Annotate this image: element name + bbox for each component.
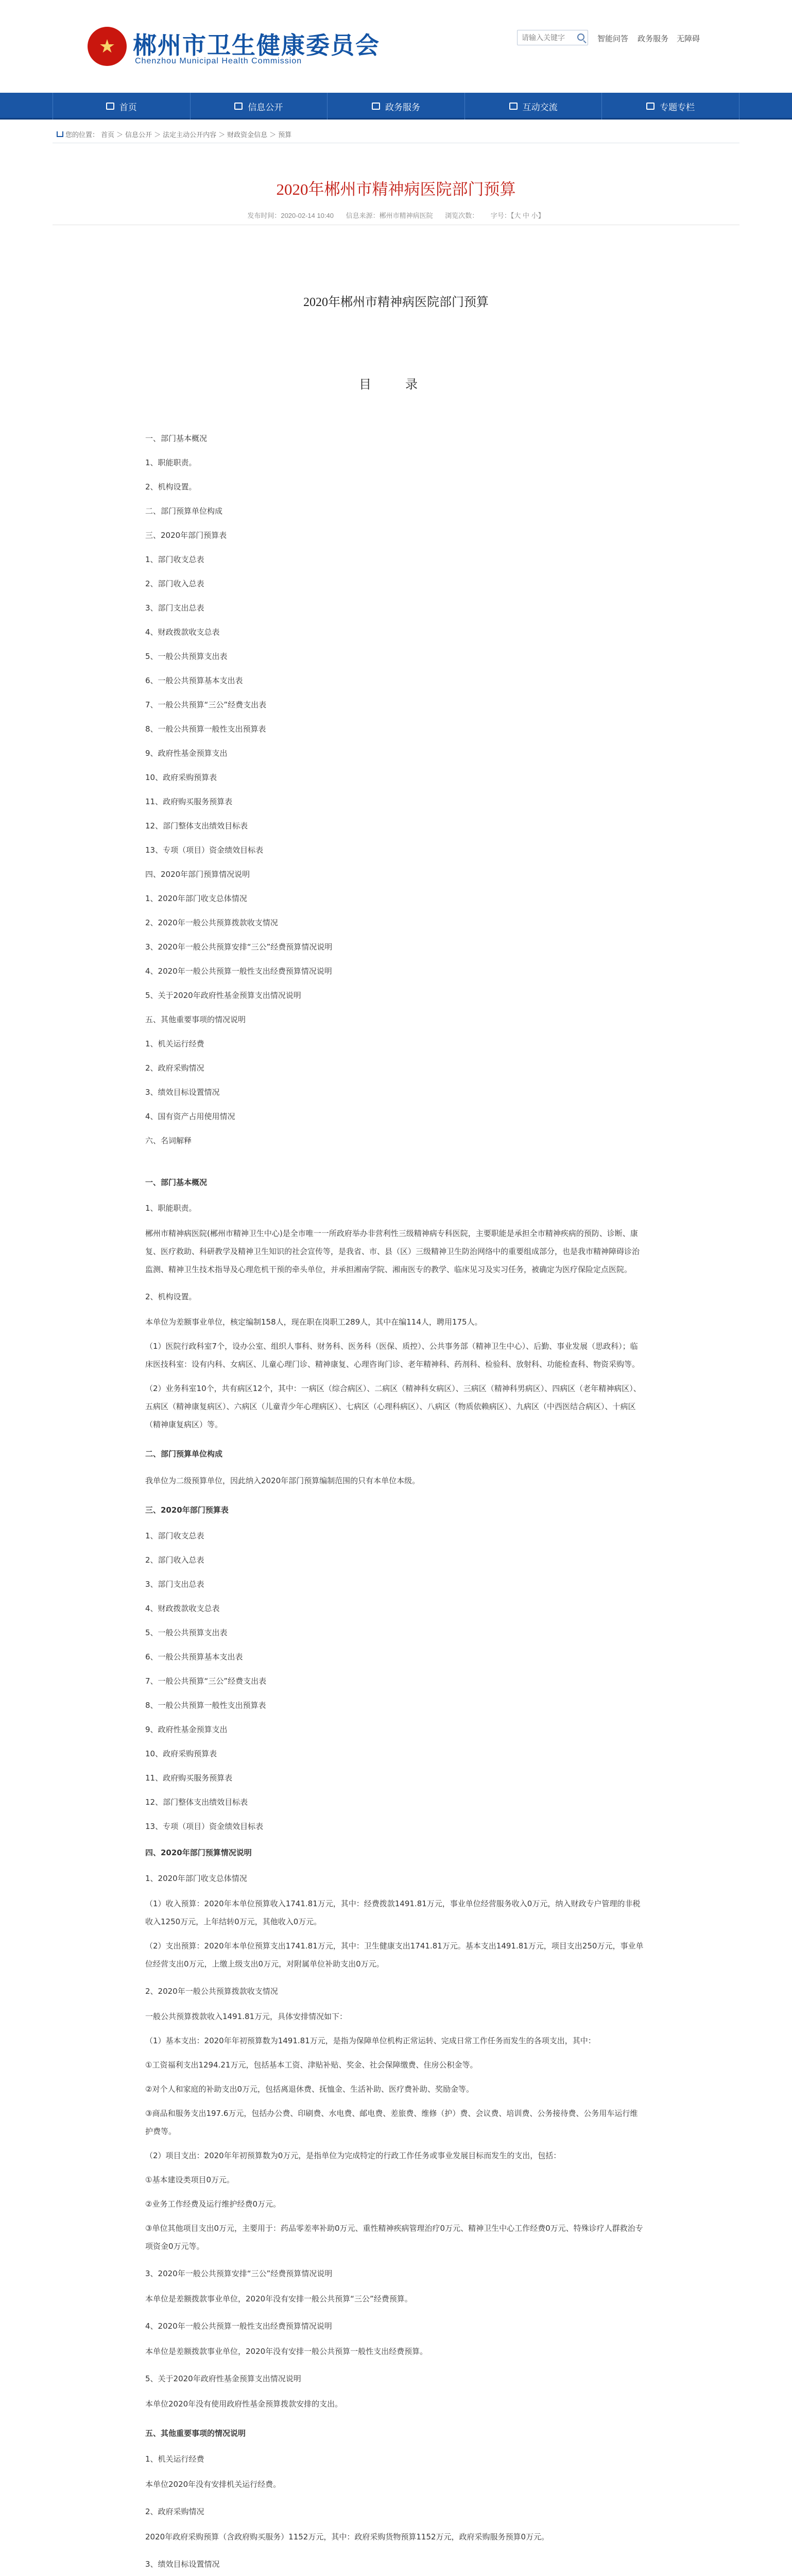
toc-item: 三、2020年部门预算表 xyxy=(145,531,227,540)
nav-item-interact[interactable] xyxy=(465,93,602,120)
nav-label: 信息公开 xyxy=(248,102,283,112)
toc-item: 10、政府采购预算表 xyxy=(145,773,217,782)
paragraph: 2020年政府采购预算（含政府购买服务）1152万元，其中：政府采购货物预算1152万元，政府采购服务预算0万元。 xyxy=(145,2532,549,2541)
home-icon xyxy=(57,131,63,137)
subsection-heading: 1、2020年部门收支总体情况 xyxy=(145,1874,247,1883)
breadcrumb-finance[interactable]: 财政资金信息 xyxy=(227,131,268,139)
paragraph: 郴州市精神病医院(郴州市精神卫生中心)是全市唯一一所政府举办非营利性三级精神病专科医院，主要职能是承担全市精神疾病的预防、诊断、康复、医疗救助、科研教学及精神卫生知识的社会宣传等，是我省、市、县（区）三级精神卫生防治网络中的重要组成部分，也是我市精神障碍诊治监测、精神卫生技术指导及心理危机干预的牵头单位，并承担湘南学院、湘南医专的教学、临床见习及实习任务，被确定为医疗保险定点医院。 xyxy=(145,1229,640,1274)
toc-item: 7、一般公共预算“三公”经费支出表 xyxy=(145,700,267,709)
topic-icon xyxy=(646,103,655,110)
subsection-heading: 12、部门整体支出绩效目标表 xyxy=(145,1798,248,1807)
nav-label: 专题专栏 xyxy=(660,102,695,112)
subsection-heading: 2、机构设置。 xyxy=(145,1292,197,1301)
subsection-heading: 1、职能职责。 xyxy=(145,1204,197,1213)
toc-item: 3、部门支出总表 xyxy=(145,603,204,613)
nav-label: 首页 xyxy=(119,102,137,112)
paragraph: 本单位是差额拨款事业单位，2020年没有安排一般公共预算“三公”经费预算。 xyxy=(145,2294,412,2303)
paragraph: 本单位2020年没有安排机关运行经费。 xyxy=(145,2480,281,2489)
article-body xyxy=(145,427,645,2576)
top-link-qa[interactable]: 智能问答 xyxy=(597,35,629,43)
paragraph: 我单位为二级预算单位，因此纳入2020年部门预算编制范围的只有本单位本级。 xyxy=(145,1476,420,1485)
subsection-heading: 7、一般公共预算“三公”经费支出表 xyxy=(145,1676,267,1686)
section-heading: 二、部门预算单位构成 xyxy=(145,1449,223,1459)
site-name[interactable]: 郴州市卫生健康委员会 xyxy=(133,32,380,59)
paragraph: 本单位是差额拨款事业单位，2020年没有安排一般公共预算一般性支出经费预算。 xyxy=(145,2347,428,2356)
toc-item: 六、名词解释 xyxy=(145,1136,192,1145)
paragraph: （1）收入预算：2020年本单位预算收入1741.81万元，其中：经费拨款1491.81万元，事业单位经营服务收入0万元，纳入财政专户管理的非税收入1250万元，上年结转0万元，其他收入0万元。 xyxy=(145,1899,641,1926)
subsection-heading: 8、一般公共预算一般性支出预算表 xyxy=(145,1701,266,1710)
section-heading: 五、其他重要事项的情况说明 xyxy=(145,2429,246,2438)
home-icon xyxy=(106,103,114,110)
section-heading: 一、部门基本概况 xyxy=(145,1178,208,1187)
toc-item: 一、部门基本概况 xyxy=(145,434,208,443)
search-input[interactable] xyxy=(522,33,578,42)
breadcrumb xyxy=(53,126,739,143)
toc-item: 2、2020年一般公共预算拨款收支情况 xyxy=(145,918,278,927)
search-box[interactable] xyxy=(517,30,588,45)
subsection-heading: 11、政府购买服务预算表 xyxy=(145,1773,233,1783)
toc-item: 五、其他重要事项的情况说明 xyxy=(145,1015,246,1024)
subsection-heading: 5、关于2020年政府性基金预算支出情况说明 xyxy=(145,2374,301,2383)
search-icon[interactable] xyxy=(577,33,584,41)
emblem-logo[interactable] xyxy=(88,27,127,66)
paragraph: （1）基本支出：2020年年初预算数为1491.81万元，是指为保障单位机构正常运转、完成日常工作任务而发生的各项支出，其中： xyxy=(145,2036,596,2045)
subsection-heading: 5、一般公共预算支出表 xyxy=(145,1628,228,1637)
toc-item: 2、机构设置。 xyxy=(145,482,197,492)
toc-item: 8、一般公共预算一般性支出预算表 xyxy=(145,724,266,734)
breadcrumb-sep: ＞ xyxy=(218,131,226,139)
breadcrumb-budget[interactable]: 预算 xyxy=(278,131,292,139)
spacer xyxy=(145,1153,645,1168)
section-heading: 三、2020年部门预算表 xyxy=(145,1505,229,1515)
toc-title: 目 录 xyxy=(359,378,433,392)
toc-item: 四、2020年部门预算情况说明 xyxy=(145,870,250,879)
breadcrumb-info[interactable]: 信息公开 xyxy=(125,131,152,139)
subsection-heading: 4、2020年一般公共预算一般性支出经费预算情况说明 xyxy=(145,2321,332,2331)
breadcrumb-sep: ＞ xyxy=(154,131,161,139)
breadcrumb-sep: ＞ xyxy=(269,131,277,139)
chat-icon xyxy=(509,103,518,110)
subsection-heading: 3、2020年一般公共预算安排“三公”经费预算情况说明 xyxy=(145,2269,333,2278)
site-header xyxy=(0,0,792,93)
paragraph: ②业务工作经费及运行维护经费0万元。 xyxy=(145,2199,281,2209)
subsection-heading: 4、财政拨款收支总表 xyxy=(145,1604,220,1613)
paragraph: 一般公共预算拨款收入1491.81万元，具体安排情况如下： xyxy=(145,2012,348,2021)
paragraph: （2）支出预算：2020年本单位预算支出1741.81万元，其中：卫生健康支出1741.81万元。基本支出1491.81万元，项目支出250万元，事业单位经营支出0万元，上缴上级支出0万元，对附属单位补助支出0万元。 xyxy=(145,1941,644,1969)
breadcrumb-sep: ＞ xyxy=(116,131,124,139)
document-title: 2020年郴州市精神病医院部门预算 xyxy=(303,296,489,309)
toc-item: 1、职能职责。 xyxy=(145,458,197,467)
toc-item: 9、政府性基金预算支出 xyxy=(145,749,228,758)
toc-item: 6、一般公共预算基本支出表 xyxy=(145,676,243,685)
paragraph: （2）业务科室10个，共有病区12个，其中：一病区（综合病区）、二病区（精神科女病区）、三病区（精神科男病区）、四病区（老年精神病区）、五病区（精神康复病区）、六病区（儿童青少年心理病区）、七病区（心理科病区）、八病区（物质依赖病区）、九病区（中西医结合病区）、十病区（精神康复病区）等。 xyxy=(145,1384,641,1429)
toc-item: 4、2020年一般公共预算一般性支出经费预算情况说明 xyxy=(145,967,332,976)
toc-item: 2、部门收入总表 xyxy=(145,579,204,588)
font-size-switch[interactable]: 字号：【大 中 小】 xyxy=(490,212,545,219)
toc-item: 13、专项（项目）资金绩效目标表 xyxy=(145,845,264,855)
subsection-heading: 10、政府采购预算表 xyxy=(145,1749,217,1758)
subsection-heading: 2、政府采购情况 xyxy=(145,2507,204,2516)
toc-item: 二、部门预算单位构成 xyxy=(145,506,223,516)
toc-item: 12、部门整体支出绩效目标表 xyxy=(145,821,248,831)
toc-item: 5、一般公共预算支出表 xyxy=(145,652,228,661)
nav-item-info[interactable] xyxy=(191,93,328,120)
paragraph: ③商品和服务支出197.6万元，包括办公费、印刷费、水电费、邮电费、差旅费、维修（护）费、会议费、培训费、公务接待费、公务用车运行维护费等。 xyxy=(145,2109,638,2136)
article-meta xyxy=(53,210,739,220)
subsection-heading: 6、一般公共预算基本支出表 xyxy=(145,1652,243,1662)
breadcrumb-home[interactable]: 首页 xyxy=(101,131,115,139)
toc-item: 4、国有资产占用使用情况 xyxy=(145,1112,235,1121)
subsection-heading: 2、2020年一般公共预算拨款收支情况 xyxy=(145,1987,278,1996)
top-link-service[interactable]: 政务服务 xyxy=(638,35,669,43)
nav-item-service[interactable] xyxy=(328,93,465,120)
nav-label: 互动交流 xyxy=(522,102,558,112)
info-source: 信息来源：郴州市精神病医院 xyxy=(346,212,433,219)
paragraph: （1）医院行政科室7个，设办公室、组织人事科、财务科、医务科（医保、质控）、公共事务部（精神卫生中心）、后勤、事业发展（思政科）；临床医技科室：设有内科、女病区、儿童心理门诊、精神康复、心理咨询门诊、老年精神科、药剂科、检验科、放射科、功能检查科、物资采购等。 xyxy=(145,1342,640,1369)
toc-item: 3、绩效目标设置情况 xyxy=(145,1088,220,1097)
view-count: 浏览次数： xyxy=(445,212,479,219)
toc-item: 1、2020年部门收支总体情况 xyxy=(145,894,247,903)
toc-item: 3、2020年一般公共预算安排“三公”经费预算情况说明 xyxy=(145,942,333,952)
subsection-heading: 1、机关运行经费 xyxy=(145,2454,204,2464)
paragraph: （2）项目支出：2020年年初预算数为0万元，是指单位为完成特定的行政工作任务或事业发展目标而发生的支出，包括： xyxy=(145,2151,561,2160)
paragraph: ②对个人和家庭的补助支出0万元，包括离退休费、抚恤金、生活补助、医疗费补助、奖励金等。 xyxy=(145,2084,474,2094)
toc-item: 11、政府购买服务预算表 xyxy=(145,797,233,806)
star-icon: ★ xyxy=(98,36,116,57)
subsection-heading: 13、专项（项目）资金绩效目标表 xyxy=(145,1822,264,1831)
toc-item: 5、关于2020年政府性基金预算支出情况说明 xyxy=(145,991,301,1000)
paragraph: ①基本建设类项目0万元。 xyxy=(145,2175,234,2184)
article-title: 2020年郴州市精神病医院部门预算 xyxy=(276,180,516,198)
toc-item: 2、政府采购情况 xyxy=(145,1063,204,1073)
paragraph: 本单位为差额事业单位，核定编制158人，现在职在岗职工289人，其中在编114人，聘用175人。 xyxy=(145,1317,483,1327)
nav-item-home[interactable] xyxy=(53,93,191,120)
publish-time: 发布时间：2020-02-14 10:40 xyxy=(247,212,334,219)
toc-item: 4、财政拨款收支总表 xyxy=(145,628,220,637)
subsection-heading: 9、政府性基金预算支出 xyxy=(145,1725,228,1734)
subsection-heading: 3、部门支出总表 xyxy=(145,1580,204,1589)
subsection-heading: 2、部门收入总表 xyxy=(145,1555,204,1565)
service-icon xyxy=(372,103,380,110)
breadcrumb-legal[interactable]: 法定主动公开内容 xyxy=(163,131,217,139)
breadcrumb-prefix: 您的位置： xyxy=(65,131,99,139)
nav-label: 政务服务 xyxy=(385,102,420,112)
main-nav xyxy=(0,93,792,120)
toc-item: 1、机关运行经费 xyxy=(145,1039,204,1048)
paragraph: ①工资福利支出1294.21万元，包括基本工资、津贴补贴、奖金、社会保障缴费、住房公积金等。 xyxy=(145,2060,478,2070)
nav-item-topic[interactable] xyxy=(602,93,739,120)
doc-icon xyxy=(234,103,243,110)
top-link-accessibility[interactable]: 无障碍 xyxy=(677,35,700,43)
subsection-heading: 3、绩效目标设置情况 xyxy=(145,2560,220,2569)
paragraph: 本单位2020年没有使用政府性基金预算拨款安排的支出。 xyxy=(145,2399,343,2409)
paragraph: ③单位其他项目支出0万元，主要用于：药品零差率补助0万元、重性精神疾病管理治疗0万元、精神卫生中心工作经费0万元、特殊诊疗人群救治专项资金0万元等。 xyxy=(145,2224,643,2251)
toc-item: 1、部门收支总表 xyxy=(145,555,204,564)
subsection-heading: 1、部门收支总表 xyxy=(145,1531,204,1540)
section-heading: 四、2020年部门预算情况说明 xyxy=(145,1848,252,1857)
site-name-en: Chenzhou Municipal Health Commission xyxy=(135,57,302,65)
